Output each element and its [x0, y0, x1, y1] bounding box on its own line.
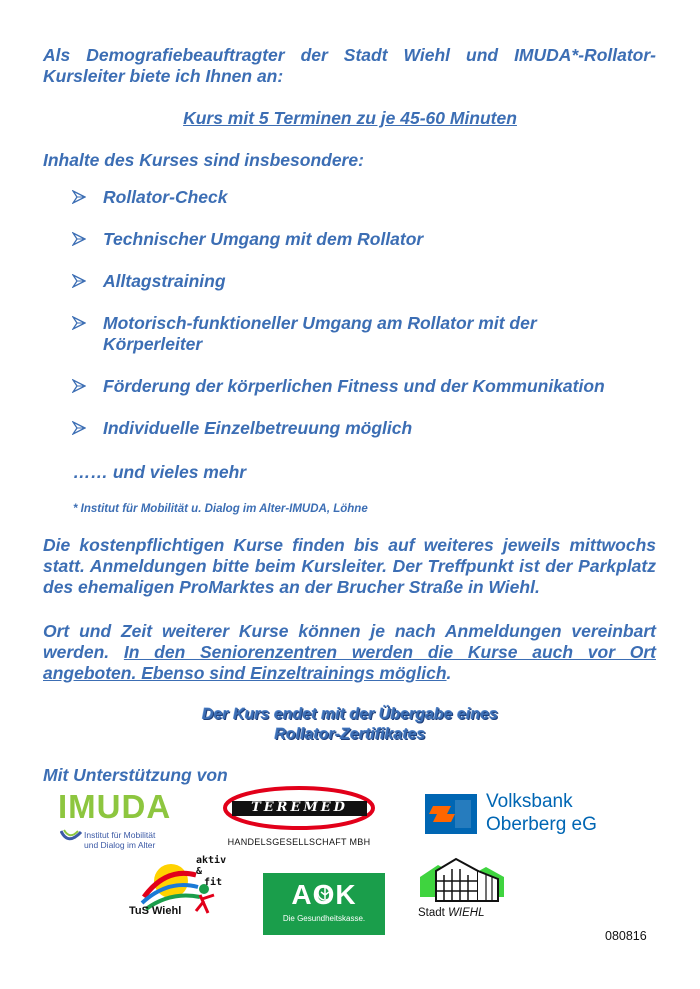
more-text: …… und vieles mehr [73, 462, 247, 482]
list-item [72, 313, 592, 355]
aok-logo [263, 873, 385, 935]
teremed-logo-name: TEREMED [251, 800, 348, 815]
arrow-bullet-icon [72, 274, 86, 288]
list-item-label: Förderung der körperlichen Fitness und der Kommunikation [103, 376, 605, 396]
contents-heading: Inhalte des Kurses sind insbesondere: [43, 150, 364, 170]
list-item-label: Motorisch-funktioneller Umgang am Rollator mit der Körperleiter [103, 313, 537, 354]
arrow-bullet-icon [72, 232, 86, 246]
list-item [72, 418, 662, 439]
stadt-text: Stadt [418, 907, 445, 919]
tus-and-text: & [196, 866, 203, 877]
additional-courses-paragraph [43, 621, 656, 684]
certificate-notice [0, 705, 700, 745]
list-item [72, 229, 662, 250]
list-item [72, 376, 662, 397]
volksbank-logo [425, 790, 610, 838]
schedule-paragraph: Die kostenpflichtigen Kurse finden bis auf weiteres jeweils mittwochs statt. Anmeldungen bitte beim Kursleiter. Der Treffpunkt ist der Parkplatz des ehemaligen ProMarktes an der Brucher Straße in Wiehl. [43, 535, 656, 597]
imuda-subtitle-line-2: und Dialog im Alter [84, 840, 156, 850]
arrow-bullet-icon [72, 379, 86, 393]
list-item-label: Rollator-Check [103, 187, 228, 207]
wiehl-text: WIEHL [448, 907, 485, 919]
volksbank-name-line-2: Oberberg eG [486, 814, 597, 835]
aok-logo-subtitle: Die Gesundheitskasse. [282, 914, 366, 923]
list-item-label: Alltagstraining [103, 271, 226, 291]
imuda-logo-subtitle [84, 830, 155, 850]
stadt-wiehl-logo [414, 857, 514, 923]
stadt-wiehl-emblem-icon [416, 857, 506, 905]
stadt-wiehl-logo-name [418, 907, 484, 919]
list-item-label: Technischer Umgang mit dem Rollator [103, 229, 424, 249]
list-item-label: Individuelle Einzelbetreuung möglich [103, 418, 413, 438]
arrow-bullet-icon [72, 190, 86, 204]
aok-logo-name: AOK [291, 879, 357, 910]
course-title: Kurs mit 5 Terminen zu je 45-60 Minuten [183, 108, 517, 128]
tus-aktiv-fit [196, 855, 226, 888]
imuda-subtitle-line-1: Institut für Mobilität [84, 830, 156, 840]
arrow-bullet-icon [72, 316, 86, 330]
volksbank-emblem-icon [425, 794, 477, 834]
volksbank-name-line-1: Volksbank [486, 791, 573, 812]
arrow-bullet-icon [72, 421, 86, 435]
imuda-swoosh-icon [60, 828, 82, 846]
certificate-line-2: Rollator-Zertifikates [274, 726, 426, 743]
aok-tree-icon [315, 883, 335, 903]
list-item [72, 271, 662, 292]
tus-fit-text: fit [204, 877, 223, 888]
certificate-line-1: Der Kurs endet mit der Übergabe eines [201, 706, 499, 723]
teremed-logo [222, 785, 377, 850]
footnote: * Institut für Mobilität u. Dialog im Alter-IMUDA, Löhne [73, 503, 368, 515]
tus-wiehl-logo-name: TuS Wiehl [129, 905, 182, 917]
tus-wiehl-logo [126, 857, 231, 919]
document-code: 080816 [605, 929, 647, 943]
list-item [72, 187, 662, 208]
imuda-logo [58, 790, 198, 858]
intro-paragraph: Als Demografiebeauftragter der Stadt Wiehl und IMUDA*-Rollator-Kursleiter biete ich Ihnen an: [43, 45, 656, 86]
imuda-logo-name: IMUDA [58, 788, 172, 825]
paragraph-period: . [446, 663, 452, 683]
paragraph-underlined-text: In den Seniorenzentren werden die Kurse auch vor Ort angeboten. Ebenso sind Einzeltrainings möglich [43, 642, 657, 683]
paragraph-text: Ort und Zeit weiterer Kurse können je nach Anmeldungen vereinbart werden. [43, 621, 656, 662]
teremed-logo-subtitle: HANDELSGESELLSCHAFT MBH [227, 837, 371, 847]
support-heading: Mit Unterstützung von [43, 765, 228, 785]
tus-aktiv-text: aktiv [196, 855, 227, 866]
